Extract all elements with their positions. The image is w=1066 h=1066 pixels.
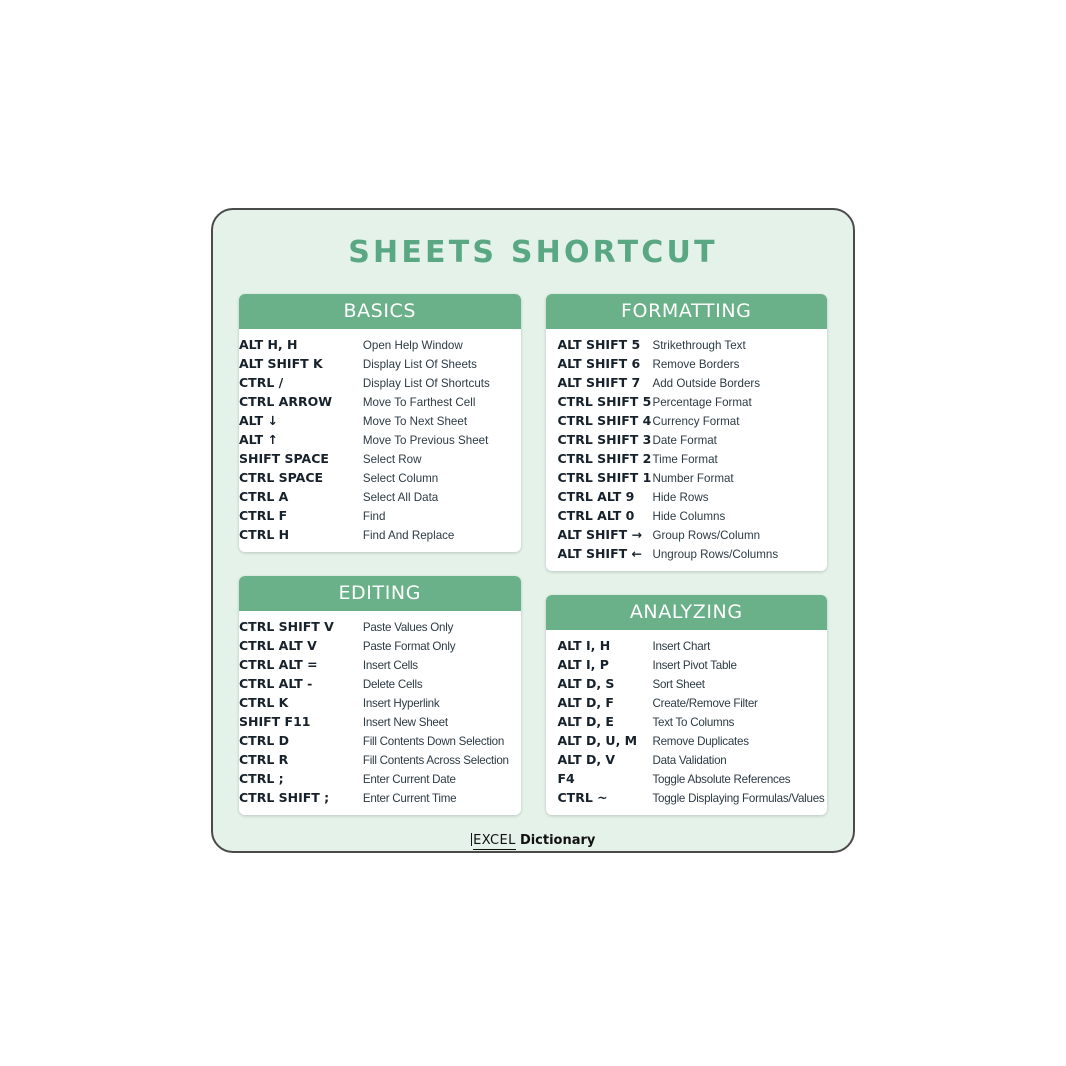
shortcut-desc: Ungroup Rows/Columns	[652, 548, 779, 561]
shortcut-key: ALT D, S	[557, 676, 615, 691]
table-row	[239, 449, 521, 468]
section-analyzing	[546, 595, 828, 815]
section-heading-basics: BASICS	[239, 294, 521, 329]
shortcut-desc: Create/Remove Filter	[652, 697, 758, 710]
shortcut-key: CTRL F	[239, 508, 288, 523]
shortcut-desc: Delete Cells	[362, 678, 423, 691]
shortcut-key: SHIFT SPACE	[239, 451, 329, 466]
table-row	[546, 731, 828, 750]
table-row	[239, 354, 521, 373]
shortcut-key: CTRL SHIFT V	[239, 619, 334, 634]
table-row	[239, 525, 521, 544]
shortcut-table-basics	[239, 335, 521, 544]
shortcut-desc: Enter Current Date	[362, 773, 456, 786]
shortcut-desc: Paste Values Only	[362, 621, 454, 634]
table-row	[239, 655, 521, 674]
shortcut-key: ALT SHIFT →	[557, 527, 642, 542]
table-row	[546, 788, 828, 807]
shortcut-desc: Insert Pivot Table	[652, 659, 737, 672]
shortcut-key: CTRL ALT 0	[557, 508, 635, 523]
shortcut-key: CTRL K	[239, 695, 289, 710]
table-row	[546, 449, 828, 468]
table-row	[546, 506, 828, 525]
shortcut-key: ALT H, H	[239, 337, 298, 352]
shortcut-desc: Insert Cells	[362, 659, 418, 672]
shortcut-key: CTRL SHIFT 2	[557, 451, 652, 466]
table-row	[546, 487, 828, 506]
shortcut-key: CTRL ALT -	[239, 676, 313, 691]
shortcut-key: CTRL SHIFT 3	[557, 432, 652, 447]
shortcut-key: ALT D, F	[557, 695, 614, 710]
shortcut-key: ALT I, H	[557, 638, 611, 653]
shortcut-key: ALT SHIFT K	[239, 356, 323, 371]
shortcut-desc: Insert New Sheet	[362, 716, 448, 729]
shortcut-desc: Number Format	[652, 472, 734, 485]
shortcut-key: CTRL SHIFT 4	[557, 413, 652, 428]
table-row	[239, 392, 521, 411]
brand-name: EXCEL	[473, 833, 516, 848]
table-row	[546, 354, 828, 373]
table-row	[546, 750, 828, 769]
shortcut-key: SHIFT F11	[239, 714, 311, 729]
shortcut-desc: Fill Contents Down Selection	[362, 735, 505, 748]
shortcut-key: CTRL ;	[239, 771, 284, 786]
shortcut-key: CTRL H	[239, 527, 290, 542]
shortcut-desc: Currency Format	[652, 415, 740, 428]
shortcut-card	[211, 208, 855, 853]
shortcut-key: CTRL A	[239, 489, 289, 504]
shortcut-desc: Insert Chart	[652, 640, 711, 653]
shortcut-desc: Display List Of Shortcuts	[362, 377, 490, 390]
shortcut-desc: Display List Of Sheets	[362, 358, 477, 371]
shortcut-key: CTRL /	[239, 375, 284, 390]
shortcut-desc: Add Outside Borders	[652, 377, 761, 390]
shortcut-key: CTRL SHIFT 5	[557, 394, 652, 409]
shortcut-desc: Select Row	[362, 453, 422, 466]
shortcut-key: ALT I, P	[557, 657, 609, 672]
table-row	[239, 487, 521, 506]
table-row	[239, 335, 521, 354]
table-row	[239, 636, 521, 655]
shortcut-desc: Insert Hyperlink	[362, 697, 440, 710]
table-row	[546, 712, 828, 731]
table-row	[239, 411, 521, 430]
shortcut-key: CTRL ALT V	[239, 638, 317, 653]
shortcut-desc: Find	[362, 510, 386, 523]
shortcut-key: ALT D, V	[557, 752, 616, 767]
shortcut-desc: Percentage Format	[652, 396, 752, 409]
table-row	[239, 506, 521, 525]
shortcut-desc: Move To Next Sheet	[362, 415, 468, 428]
shortcut-desc: Strikethrough Text	[652, 339, 746, 352]
shortcut-desc: Find And Replace	[362, 529, 455, 542]
shortcut-key: ALT D, E	[557, 714, 614, 729]
table-row	[546, 411, 828, 430]
shortcut-key: CTRL ALT 9	[557, 489, 635, 504]
shortcut-desc: Move To Previous Sheet	[362, 434, 489, 447]
table-row	[546, 693, 828, 712]
shortcut-desc: Hide Rows	[652, 491, 709, 504]
shortcut-key: ALT ↓	[239, 413, 278, 428]
sections-container	[213, 294, 853, 815]
shortcut-desc: Move To Farthest Cell	[362, 396, 476, 409]
table-row	[546, 674, 828, 693]
shortcut-desc: Remove Duplicates	[652, 735, 749, 748]
shortcut-key: F4	[557, 771, 575, 786]
shortcut-desc: Enter Current Time	[362, 792, 457, 805]
shortcut-table-analyzing	[546, 636, 828, 807]
shortcut-desc: Paste Format Only	[362, 640, 456, 653]
table-row	[546, 525, 828, 544]
table-row	[546, 335, 828, 354]
shortcut-key: ALT SHIFT 5	[557, 337, 641, 352]
left-column	[239, 294, 521, 815]
section-heading-analyzing: ANALYZING	[546, 595, 828, 630]
section-editing	[239, 576, 521, 815]
section-formatting	[546, 294, 828, 571]
shortcut-desc: Text To Columns	[652, 716, 735, 729]
table-row	[546, 655, 828, 674]
shortcut-desc: Time Format	[652, 453, 718, 466]
shortcut-desc: Data Validation	[652, 754, 727, 767]
table-row	[546, 392, 828, 411]
shortcut-desc: Hide Columns	[652, 510, 726, 523]
brand-suffix: Dictionary	[519, 833, 596, 848]
shortcut-key: CTRL ARROW	[239, 394, 332, 409]
shortcut-key: CTRL D	[239, 733, 290, 748]
shortcut-desc: Date Format	[652, 434, 717, 447]
shortcut-key: ALT SHIFT ←	[557, 546, 642, 561]
footer-brand	[213, 833, 853, 848]
table-row	[546, 769, 828, 788]
table-row	[239, 712, 521, 731]
table-row	[239, 788, 521, 807]
section-basics	[239, 294, 521, 552]
table-row	[239, 674, 521, 693]
table-row	[239, 617, 521, 636]
table-row	[546, 430, 828, 449]
section-heading-editing: EDITING	[239, 576, 521, 611]
right-column	[546, 294, 828, 815]
shortcut-desc: Fill Contents Across Selection	[362, 754, 509, 767]
section-heading-formatting: FORMATTING	[546, 294, 828, 329]
table-row	[239, 693, 521, 712]
shortcut-desc: Select All Data	[362, 491, 439, 504]
page-title: SHEETS SHORTCUT	[348, 235, 718, 270]
table-row	[546, 373, 828, 392]
shortcut-key: ALT D, U, M	[557, 733, 638, 748]
table-row	[546, 636, 828, 655]
shortcut-key: ALT SHIFT 6	[557, 356, 641, 371]
table-row	[239, 769, 521, 788]
shortcut-key: CTRL SHIFT ;	[239, 790, 330, 805]
shortcut-desc: Toggle Displaying Formulas/Values	[652, 792, 825, 805]
table-row	[239, 731, 521, 750]
shortcut-key: CTRL R	[239, 752, 289, 767]
shortcut-key: CTRL SHIFT 1	[557, 470, 652, 485]
table-row	[546, 468, 828, 487]
table-row	[239, 750, 521, 769]
shortcut-table-formatting	[546, 335, 828, 563]
shortcut-desc: Sort Sheet	[652, 678, 705, 691]
table-row	[239, 373, 521, 392]
shortcut-key: ALT ↑	[239, 432, 278, 447]
shortcut-key: ALT SHIFT 7	[557, 375, 641, 390]
shortcut-desc: Toggle Absolute References	[652, 773, 791, 786]
shortcut-key: CTRL ~	[557, 790, 608, 805]
shortcut-desc: Group Rows/Column	[652, 529, 761, 542]
table-row	[239, 468, 521, 487]
shortcut-key: CTRL SPACE	[239, 470, 324, 485]
shortcut-key: CTRL ALT =	[239, 657, 318, 672]
table-row	[546, 544, 828, 563]
brand-mark-icon	[471, 833, 473, 846]
shortcut-desc: Open Help Window	[362, 339, 463, 352]
shortcut-desc: Select Column	[362, 472, 439, 485]
shortcut-table-editing	[239, 617, 521, 807]
table-row	[239, 430, 521, 449]
shortcut-desc: Remove Borders	[652, 358, 740, 371]
